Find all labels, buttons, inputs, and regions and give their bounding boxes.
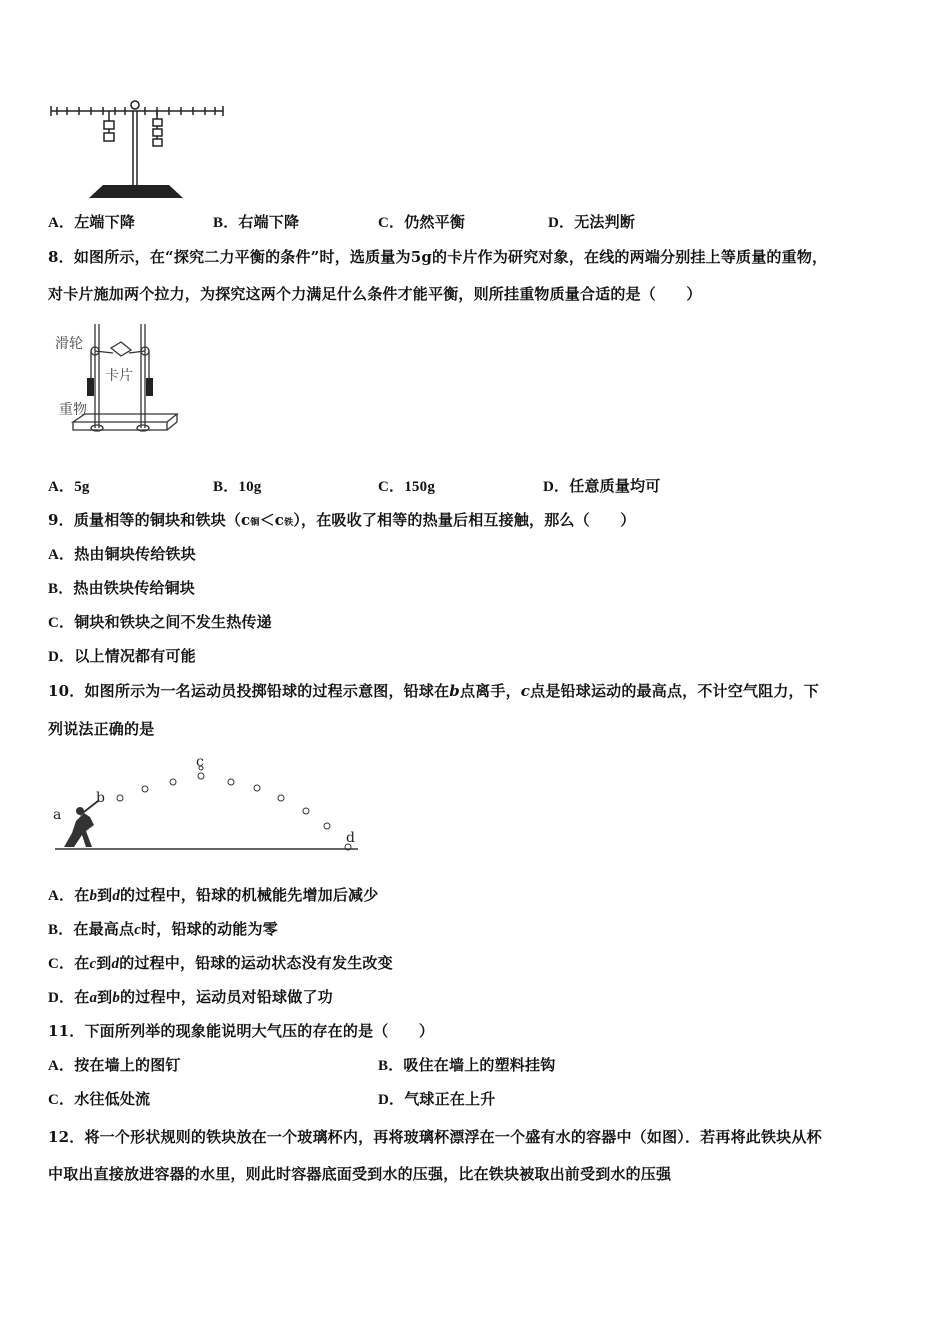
q9-stem-pre: 9．质量相等的铜块和铁块（c <box>48 511 251 529</box>
q10a-var-1: b <box>89 888 98 904</box>
q10c-text-3: 的过程中，铅球的运动状态没有发生改变 <box>119 956 393 972</box>
q10-text-2: 点离手， <box>459 682 521 700</box>
q10b-text-2: 时，铅球的动能为零 <box>141 922 278 938</box>
q10c-var-2: d <box>111 956 120 972</box>
q7-option-a[interactable]: A．左端下降 <box>48 215 136 231</box>
q10-text-3: 点是铅球运动的最高点，不计空气阻力，下 <box>530 682 819 700</box>
point-d-label: d <box>346 830 355 846</box>
q10-var-b: b <box>449 682 460 700</box>
q8-option-d[interactable]: D．任意质量均可 <box>543 479 661 495</box>
q10d-text-1: D．在 <box>48 990 90 1006</box>
q10d-var-2: b <box>112 990 121 1006</box>
q10-option-a[interactable] <box>48 884 378 905</box>
q7-option-d[interactable]: D．无法判断 <box>548 215 636 231</box>
q12-stem-line2: 中取出直接放进容器的水里，则此时容器底面受到水的压强，比在铁块被取出前受到水的压强 <box>48 1165 672 1183</box>
q10b-var-1: c <box>134 922 142 938</box>
q10-stem-line1 <box>48 680 819 701</box>
pulley-label: 滑轮 <box>55 336 83 352</box>
q7-option-b[interactable]: B．右端下降 <box>213 215 300 231</box>
point-a-label: a <box>53 807 62 823</box>
q10c-var-1: c <box>89 956 97 972</box>
q10-var-c: c <box>520 682 531 700</box>
q11-option-c[interactable]: C．水往低处流 <box>48 1092 151 1108</box>
q10b-text-1: B．在最高点 <box>48 922 135 938</box>
q9-sub-iron: 铁 <box>284 518 294 528</box>
q8-stem-line1: 8．如图所示，在“探究二力平衡的条件”时，选质量为5g的卡片作为研究对象，在线的两端分别挂上等质量的重物， <box>48 248 828 266</box>
two-force-balance-figure <box>55 318 185 450</box>
q9-option-c[interactable]: C．铜块和铁块之间不发生热传递 <box>48 615 272 631</box>
q10a-text-3: 的过程中，铅球的机械能先增加后减少 <box>120 888 379 904</box>
q10d-text-3: 的过程中，运动员对铅球做了功 <box>120 990 333 1006</box>
card-label: 卡片 <box>105 368 133 384</box>
q10a-var-2: d <box>112 888 121 904</box>
q10d-var-1: a <box>89 990 98 1006</box>
q11-option-d[interactable]: D．气球正在上升 <box>378 1092 496 1108</box>
q8-option-c[interactable]: C．150g <box>378 479 436 495</box>
q11-option-b[interactable]: B．吸住在墙上的塑料挂钩 <box>378 1058 556 1074</box>
q9-less-than: ＜c <box>259 511 285 529</box>
q8-stem-line2: 对卡片施加两个拉力，为探究这两个力满足什么条件才能平衡，则所挂重物质量合适的是（ ） <box>48 285 702 303</box>
q12-stem-line1: 12．将一个形状规则的铁块放在一个玻璃杯内，再将玻璃杯漂浮在一个盛有水的容器中（如图）．若再将此铁块从杯 <box>48 1128 822 1146</box>
q10d-text-2: 到 <box>97 990 113 1006</box>
q9-stem <box>48 509 635 530</box>
q7-option-c[interactable]: C．仍然平衡 <box>378 215 466 231</box>
q8-option-a[interactable]: A．5g <box>48 479 90 495</box>
point-c-label: c <box>196 755 204 770</box>
q9-stem-post: ），在吸收了相等的热量后相互接触，那么（ ） <box>293 511 636 529</box>
q9-option-d[interactable]: D．以上情况都有可能 <box>48 649 196 665</box>
q9-option-b[interactable]: B．热由铁块传给铜块 <box>48 581 196 597</box>
q10-option-b[interactable] <box>48 918 278 939</box>
point-b-label: b <box>96 790 105 806</box>
q10-option-d[interactable] <box>48 986 333 1007</box>
weight-label: 重物 <box>59 402 87 418</box>
q11-option-a[interactable]: A．按在墙上的图钉 <box>48 1058 181 1074</box>
lever-balance-figure <box>45 95 230 205</box>
shot-put-trajectory-figure <box>50 755 365 855</box>
q9-option-a[interactable]: A．热由铜块传给铁块 <box>48 547 196 563</box>
q9-sub-copper: 铜 <box>250 518 260 528</box>
q10a-text-2: 到 <box>97 888 113 904</box>
q10a-text-1: A．在 <box>48 888 90 904</box>
q10-text-1: 10．如图所示为一名运动员投掷铅球的过程示意图，铅球在 <box>48 682 450 700</box>
q10c-text-2: 到 <box>96 956 112 972</box>
q10-option-c[interactable] <box>48 952 393 973</box>
q10-stem-line2: 列说法正确的是 <box>48 720 155 738</box>
q11-stem: 11．下面所列举的现象能说明大气压的存在的是（ ） <box>48 1022 435 1040</box>
q10c-text-1: C．在 <box>48 956 90 972</box>
q8-option-b[interactable]: B．10g <box>213 479 262 495</box>
